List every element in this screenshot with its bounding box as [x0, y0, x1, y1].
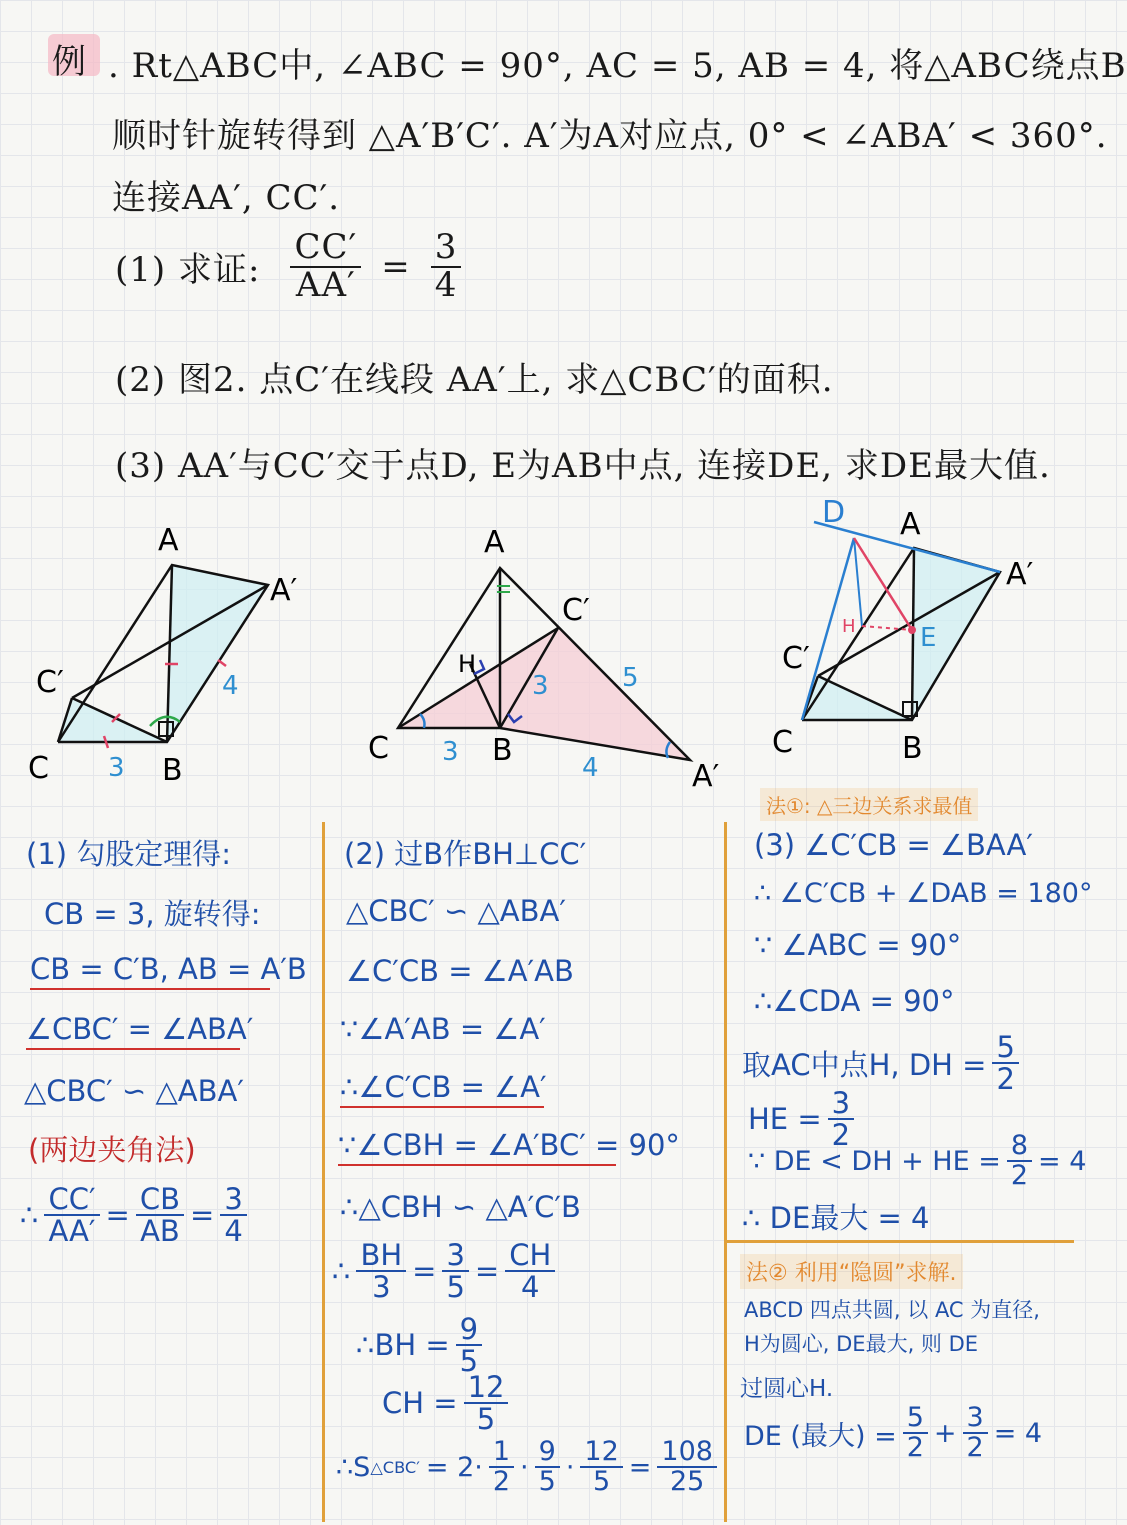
sol3-line-8: ∴ DE最大 = 4	[742, 1201, 930, 1235]
sol2-area-result-den: 25	[670, 1466, 705, 1498]
sol3-ineq-num: 8	[1007, 1132, 1032, 1162]
sol3-dh-num: 5	[992, 1032, 1018, 1064]
sol2-f3-num: CH	[505, 1240, 555, 1272]
sol2-f3-den: 4	[521, 1270, 540, 1305]
sol3-dh-label: 取AC中点H, DH =	[742, 1047, 987, 1082]
sol1-f2-num: CB	[136, 1184, 184, 1216]
sol2-area-b-den: 5	[538, 1466, 556, 1498]
fig2-length-BC-prime: 3	[532, 671, 549, 701]
fig1-length-CB: 3	[108, 753, 125, 783]
method2-de-label: DE (最大) =	[744, 1420, 897, 1452]
sol1-line-7: ∴ $\frac{CC'}{AA'}$ = $\frac{CB}{AB}$ = $\frac{3}{4}$	[20, 1184, 253, 1247]
sol2-therefore: ∴	[332, 1254, 351, 1289]
fig2-label-B: B	[492, 733, 513, 768]
sol2-f2-den: 5	[446, 1270, 465, 1305]
question-3: (3) AA′与CC′交于点D, E为AB中点, 连接DE, 求DE最大值.	[115, 446, 1051, 486]
sol2-area-sub: △CBC′	[370, 1457, 420, 1477]
sol1-line-1: (1) 勾股定理得:	[26, 837, 232, 871]
fig1-label-B: B	[162, 753, 183, 788]
question-1-rhs-den: 4	[434, 264, 458, 305]
sol2-area-b-num: 9	[535, 1438, 560, 1468]
sol1-line-4: ∠CBC′ = ∠ABA′	[26, 1012, 240, 1050]
sol1-f2-den: AB	[140, 1214, 180, 1249]
sol2-line-3: ∠C′CB = ∠A′AB	[346, 954, 574, 988]
sol3-ineq-label: ∵ DE < DH + HE =	[748, 1145, 1001, 1177]
fig1-label-C: C	[28, 751, 49, 786]
sol3-line-4: ∴∠CDA = 90°	[754, 984, 955, 1018]
fig2-label-H: H	[458, 650, 477, 678]
problem-line-3: 连接AA′, CC′.	[112, 178, 340, 218]
method2-tail: = 4	[993, 1417, 1043, 1449]
fig3-label-C-prime: C′	[782, 641, 810, 676]
question-1-label: (1) 求证:	[115, 250, 261, 291]
example-mark: 例	[52, 42, 87, 82]
method2-line-3: 过圆心H.	[740, 1376, 834, 1402]
method2-b-num: 3	[963, 1404, 988, 1434]
fig1-length-4: 4	[222, 671, 239, 701]
sol2-line-11: ∴S △CBC′ = 2· $\frac{1}{2}$ · $\frac{9}{5}$ · $\frac{12}{5}$ = $\frac{108}{25}$	[336, 1438, 723, 1497]
sol2-ch-num: 12	[464, 1372, 509, 1404]
sol3-he-label: HE =	[748, 1102, 822, 1137]
problem-line-1: . Rt△ABC中, ∠ABC = 90°, AC = 5, AB = 4, 将△ABC绕点B	[108, 46, 1127, 86]
fig2-label-C-prime: C′	[562, 593, 590, 628]
fig3-label-D: D	[822, 495, 846, 530]
fig2-label-C: C	[368, 731, 389, 766]
question-1-numerator: CC′	[290, 230, 361, 268]
sol3-line-2: ∴ ∠C′CB + ∠DAB = 180°	[754, 878, 1093, 909]
sol3-line-1: (3) ∠C′CB = ∠BAA′	[754, 828, 1033, 862]
question-1-rhs	[431, 227, 462, 305]
geometry-figures	[0, 495, 1080, 800]
sol2-bh-num: 9	[456, 1314, 482, 1346]
fig2-label-A: A	[484, 525, 505, 560]
method2-a-num: 5	[903, 1404, 928, 1434]
fig1-label-A-prime: A′	[270, 573, 298, 608]
sol1-line-6: (两边夹角法)	[28, 1133, 196, 1167]
method2-line-4: DE (最大) = $\frac{5}{2}$ + $\frac{3}{2}$ = 4	[744, 1402, 1043, 1464]
method2-line-1: ABCD 四点共圆, 以 AC 为直径,	[744, 1298, 1040, 1322]
sol2-line-5: ∴∠C′CB = ∠A′	[340, 1070, 544, 1108]
sol2-line-10	[382, 1372, 514, 1435]
fig2-length-CB: 3	[442, 737, 459, 767]
sol2-bh-den: 5	[459, 1344, 479, 1379]
fig1-label-C-prime: C′	[36, 665, 64, 700]
method-1-tag: 法①: △三边关系求最值	[760, 788, 978, 821]
sol2-f1-num: BH	[356, 1240, 406, 1272]
question-1-fraction	[290, 227, 361, 305]
sol2-area-a-den: 2	[492, 1466, 511, 1498]
sol2-area-c-den: 5	[593, 1466, 611, 1498]
method-divider	[726, 1240, 1074, 1243]
sol2-line-6: ∵∠CBH = ∠A′BC′ = 90°	[338, 1128, 616, 1166]
sol3-he-num: 3	[828, 1088, 854, 1120]
fig2-label-A-prime: A′	[692, 759, 720, 794]
sol3-ineq-den: 2	[1010, 1160, 1029, 1192]
sol1-line-5: △CBC′ ∽ △ABA′	[24, 1074, 244, 1108]
fig3-label-A: A	[900, 507, 921, 542]
method-2-tag: 法② 利用“隐圆”求解.	[740, 1254, 963, 1289]
sol2-f2-num: 3	[442, 1240, 468, 1272]
method2-a-den: 2	[906, 1432, 924, 1464]
sol2-area-label: ∴S	[336, 1451, 371, 1483]
sol1-line-2: CB = 3, 旋转得:	[44, 897, 261, 931]
sol3-line-3: ∵ ∠ABC = 90°	[754, 928, 962, 962]
question-1: (1) 求证: $\frac{CC'}{AA'}$ = $\frac{3}{4}$	[115, 230, 467, 303]
sol2-ch-label: CH =	[382, 1386, 458, 1421]
sol2-area-a-num: 1	[489, 1438, 514, 1468]
fig2-length-BA-prime: 4	[582, 753, 599, 783]
fig3-label-E: E	[920, 623, 937, 653]
sol2-area-c-num: 12	[580, 1438, 622, 1468]
question-1-denominator: AA′	[295, 264, 356, 305]
sol3-ineq-tail: = 4	[1038, 1145, 1087, 1177]
sol1-f1-num: CC′	[44, 1184, 99, 1216]
sol2-line-7: ∴△CBH ∽ △A′C′B	[340, 1190, 581, 1224]
sol1-f3-den: 4	[224, 1214, 243, 1249]
sol2-line-2: △CBC′ ∽ △ABA′	[346, 894, 566, 928]
sol2-area-result-num: 108	[657, 1438, 717, 1468]
figure-2	[368, 525, 720, 794]
column-divider-left	[322, 822, 325, 1522]
sol3-dh-den: 2	[996, 1062, 1015, 1097]
figure-3	[772, 495, 1034, 766]
sol2-f1-den: 3	[372, 1270, 391, 1305]
question-2: (2) 图2. 点C′在线段 AA′上, 求△CBC′的面积.	[115, 360, 834, 400]
sol2-area-mid: = 2·	[425, 1451, 483, 1483]
sol2-line-8: ∴ $\frac{BH}{3}$ = $\frac{3}{5}$ = $\frac{CH}{4}$	[332, 1240, 561, 1303]
sol3-line-5	[742, 1032, 1025, 1095]
fig2-length-5: 5	[622, 663, 639, 693]
method2-line-2: H为圆心, DE最大, 则 DE	[744, 1332, 979, 1356]
fig1-label-A: A	[158, 523, 179, 558]
column-divider-right	[724, 822, 727, 1522]
sol3-line-7	[748, 1132, 1086, 1191]
sol1-f1-den: AA′	[48, 1214, 96, 1249]
fig3-label-H: H	[842, 616, 856, 637]
question-1-rhs-num: 3	[431, 230, 462, 268]
problem-line-2: 顺时针旋转得到 △A′B′C′. A′为A对应点, 0° < ∠ABA′ < 360°.	[112, 116, 1108, 156]
fig3-label-A-prime: A′	[1006, 557, 1034, 592]
sol2-bh-label: ∴BH =	[356, 1328, 450, 1363]
sol2-ch-den: 5	[476, 1402, 496, 1437]
sol2-line-4: ∵∠A′AB = ∠A′	[340, 1012, 546, 1046]
sol1-therefore: ∴	[20, 1198, 39, 1233]
sol2-line-9	[356, 1314, 488, 1377]
figure-1	[28, 523, 298, 788]
sol3-he-den: 2	[831, 1118, 851, 1153]
sol1-line-3: CB = C′B, AB = A′B	[30, 952, 270, 990]
fig3-label-B: B	[902, 731, 923, 766]
method2-b-den: 2	[966, 1432, 984, 1464]
sol2-line-1: (2) 过B作BH⊥CC′	[344, 837, 587, 871]
sol1-f3-num: 3	[220, 1184, 246, 1216]
fig3-label-C: C	[772, 725, 793, 760]
